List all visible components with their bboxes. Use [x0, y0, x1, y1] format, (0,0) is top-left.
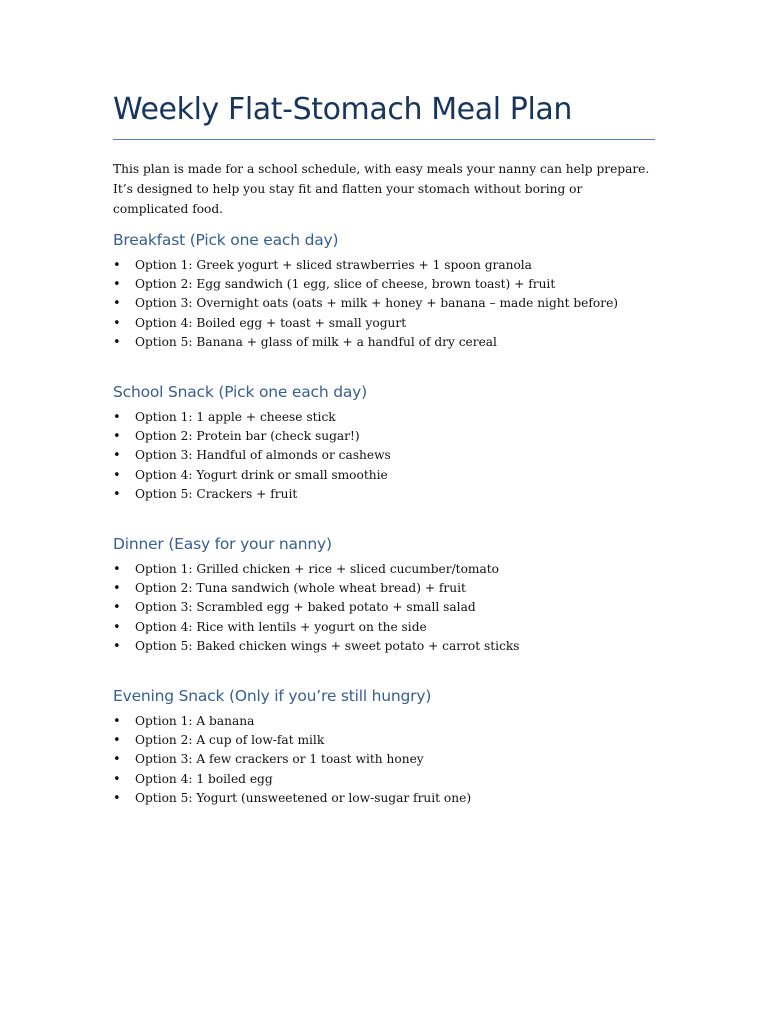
section-breakfast [113, 230, 655, 352]
list-item [113, 770, 655, 789]
list-item-text: Option 2: A cup of low-fat milk [135, 733, 325, 748]
section-heading: Dinner (Easy for your nanny) [113, 535, 332, 553]
list-item-text: Option 3: Scrambled egg + baked potato + small salad [135, 600, 476, 615]
bullet-icon: • [113, 771, 121, 787]
option-list [113, 408, 655, 504]
list-item [113, 731, 655, 750]
bullet-icon: • [113, 581, 121, 597]
list-item [113, 618, 655, 637]
list-item-text: Option 5: Yogurt (unsweetened or low-sugar fruit one) [135, 790, 472, 805]
list-item [113, 446, 655, 465]
title-underline [113, 139, 655, 140]
document-title: Weekly Flat-Stomach Meal Plan [113, 92, 573, 127]
bullet-icon: • [113, 790, 121, 806]
list-item-text: Option 2: Protein bar (check sugar!) [135, 429, 360, 444]
list-item-text: Option 3: Overnight oats (oats + milk + honey + banana – made night before) [135, 296, 619, 311]
list-item [113, 560, 655, 579]
list-item [113, 333, 655, 352]
list-item [113, 294, 655, 313]
option-list [113, 712, 655, 808]
bullet-icon: • [113, 296, 121, 312]
list-item-text: Option 3: A few crackers or 1 toast with honey [135, 752, 424, 767]
list-item [113, 789, 655, 808]
list-item [113, 314, 655, 333]
bullet-icon: • [113, 334, 121, 350]
list-item-text: Option 5: Banana + glass of milk + a handful of dry cereal [135, 334, 497, 349]
option-list [113, 560, 655, 656]
list-item [113, 598, 655, 617]
list-item [113, 750, 655, 769]
list-item [113, 256, 655, 275]
list-item [113, 275, 655, 294]
bullet-icon: • [113, 714, 121, 729]
bullet-icon: • [113, 486, 121, 502]
list-item-text: Option 5: Baked chicken wings + sweet potato + carrot sticks [135, 638, 520, 653]
bullet-icon: • [113, 638, 121, 654]
bullet-icon: • [113, 733, 121, 749]
list-item [113, 408, 655, 427]
list-item-text: Option 3: Handful of almonds or cashews [135, 448, 391, 463]
list-item-text: Option 5: Crackers + fruit [135, 486, 298, 501]
list-item-text: Option 1: Greek yogurt + sliced strawberries + 1 spoon granola [135, 258, 532, 272]
bullet-icon: • [113, 600, 121, 616]
bullet-icon: • [113, 448, 121, 464]
list-item [113, 637, 655, 656]
section-evening-snack [113, 686, 655, 808]
section-heading: School Snack (Pick one each day) [113, 383, 367, 401]
list-item [113, 579, 655, 598]
section-dinner [113, 534, 655, 656]
bullet-icon: • [113, 752, 121, 768]
bullet-icon: • [113, 467, 121, 483]
bullet-icon: • [113, 619, 121, 635]
list-item-text: Option 4: Boiled egg + toast + small yogurt [135, 315, 407, 330]
bullet-icon: • [113, 562, 121, 577]
list-item-text: Option 4: Rice with lentils + yogurt on the side [135, 619, 427, 634]
list-item-text: Option 1: 1 apple + cheese stick [135, 410, 336, 424]
list-item-text: Option 2: Egg sandwich (1 egg, slice of cheese, brown toast) + fruit [135, 277, 556, 292]
bullet-icon: • [113, 410, 121, 425]
list-item-text: Option 2: Tuna sandwich (whole wheat bread) + fruit [135, 581, 466, 596]
list-item [113, 427, 655, 446]
intro-paragraph: This plan is made for a school schedule, with easy meals your nanny can help prepare. It’s designed to help you stay fit and flatten your stomach without boring or complicated food. [113, 162, 650, 216]
option-list [113, 256, 655, 352]
list-item-text: Option 1: A banana [135, 714, 255, 728]
list-item [113, 466, 655, 485]
bullet-icon: • [113, 429, 121, 445]
list-item-text: Option 4: 1 boiled egg [135, 771, 273, 786]
section-school-snack [113, 382, 655, 504]
list-item [113, 712, 655, 731]
list-item-text: Option 1: Grilled chicken + rice + sliced cucumber/tomato [135, 562, 499, 576]
list-item [113, 485, 655, 504]
list-item-text: Option 4: Yogurt drink or small smoothie [135, 467, 388, 482]
bullet-icon: • [113, 315, 121, 331]
section-heading: Evening Snack (Only if you’re still hungry) [113, 687, 432, 705]
section-heading: Breakfast (Pick one each day) [113, 231, 339, 249]
bullet-icon: • [113, 277, 121, 293]
bullet-icon: • [113, 258, 121, 273]
